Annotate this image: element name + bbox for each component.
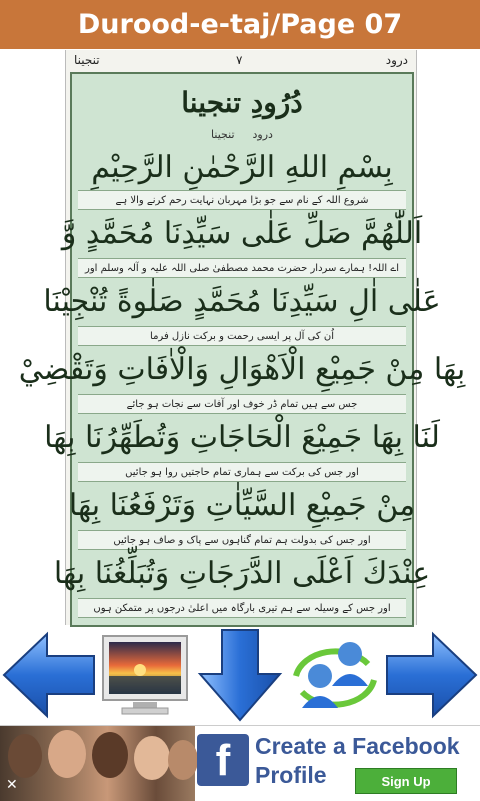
arrow-left-icon <box>2 628 97 723</box>
download-button[interactable] <box>196 628 284 723</box>
arrow-right-icon <box>385 628 478 723</box>
bottom-nav <box>0 628 480 723</box>
facebook-ad-banner[interactable] <box>0 725 480 801</box>
page-subheading <box>78 126 406 142</box>
translation-line: جس سے ہیں تمام ڈر خوف اور آفات سے نجات ہو جائے <box>78 394 406 414</box>
translation-line: اے اللہ! ہمارے سردار حضرت محمد مصطفیٰ صلی اللہ علیہ و آلہ وسلم اور <box>78 258 406 278</box>
header-left-label: تنجینا <box>74 53 100 67</box>
facebook-logo-icon: f <box>197 734 249 786</box>
ad-photo <box>0 726 195 801</box>
set-wallpaper-button[interactable] <box>100 628 190 723</box>
translation-line: اور جس کی برکت سے ہماری تمام حاجتیں روا ہو جائیں <box>78 462 406 482</box>
ad-close-button[interactable]: ✕ <box>6 777 18 793</box>
subheading-right: درود <box>252 127 273 141</box>
verse-line: مِنْ جَمِيْعِ السَّيِّاٰتِ وَتَرْفَعُنَا بِهَا <box>68 488 416 523</box>
title-bar <box>0 0 480 49</box>
verse-line: لَنَا بِهَا جَمِيْعَ الْحَاجَاتِ وَتُطَهِّرُنَا بِهَا <box>44 420 440 455</box>
scanned-page <box>18 50 466 625</box>
translation-line: شروع اللہ کے نام سے جو بڑا مہربان نہایت رحم کرنے والا ہے <box>78 190 406 210</box>
next-page-button[interactable] <box>385 628 478 723</box>
verse-line: بِسْمِ اللهِ الرَّحْمٰنِ الرَّحِيْمِ <box>91 150 393 185</box>
ad-headline-line2: Profile <box>255 762 327 788</box>
page-header <box>66 50 416 72</box>
text-frame <box>18 72 466 627</box>
previous-page-button[interactable] <box>2 628 97 723</box>
verse-line: بِهَا مِنْ جَمِيْعِ الْاَهْوَالِ وَالْاٰفَاتِ وَتَقْضِيْ <box>18 352 466 387</box>
verse-line: عِنْدَكَ اَعْلَى الدَّرَجَاتِ وَتُبَلِّغُنَا بِهَا <box>53 556 431 591</box>
verse-line: اَللّٰهُمَّ صَلِّ عَلٰى سَيِّدِنَا مُحَمَّدٍ وَّ <box>61 216 423 251</box>
page-title: Durood-e-taj/Page 07 <box>77 9 403 40</box>
ad-headline-line1: Create a Facebook <box>255 733 460 759</box>
header-right-label: درود <box>385 53 408 67</box>
verse-line: عَلٰى اٰلِ سَيِّدِنَا مُحَمَّدٍ صَلٰوةً تُنْجِيْنَا <box>43 284 441 319</box>
arrow-down-icon <box>196 628 284 723</box>
header-page-number: ۷ <box>236 53 243 67</box>
subheading-left: تنجینا <box>211 127 235 141</box>
page-heading: دُرُودِ تنجینا <box>181 85 303 119</box>
people-share-icon <box>288 628 382 723</box>
sign-up-button[interactable]: Sign Up <box>355 768 457 794</box>
translation-line: اُن کی آل پر ایسی رحمت و برکت نازل فرما <box>78 326 406 346</box>
share-button[interactable] <box>288 628 382 723</box>
translation-line: اور جس کے وسیلہ سے ہم تیری بارگاہ میں اعلیٰ درجوں پر متمکن ہوں <box>78 598 406 618</box>
translation-line: اور جس کی بدولت ہم تمام گناہوں سے پاک و صاف ہو جائیں <box>78 530 406 550</box>
wallpaper-sunset-icon <box>100 628 190 723</box>
